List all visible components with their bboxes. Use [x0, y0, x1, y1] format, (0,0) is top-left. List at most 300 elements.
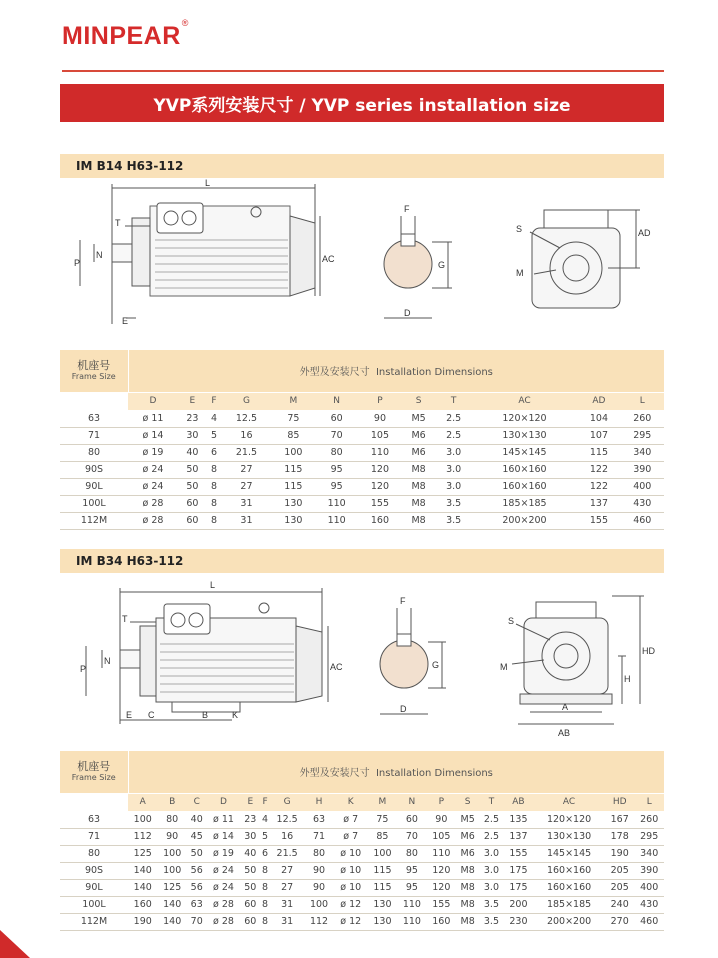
dimension-cell: 60: [397, 811, 426, 828]
dimension-cell: 130: [368, 913, 397, 930]
dimension-cell: 2.5: [436, 427, 472, 444]
table-body-b14: [60, 410, 664, 529]
dimension-cell: 45: [187, 828, 207, 845]
dimension-cell: 63: [304, 811, 333, 828]
dim-label-ad: AD: [638, 228, 651, 238]
dimension-cell: 16: [221, 427, 272, 444]
col-header: L: [634, 793, 664, 811]
dimension-cell: 80: [157, 811, 186, 828]
dimension-cell: M6: [456, 828, 479, 845]
motor-front-view: [530, 210, 640, 308]
dimension-cell: 71: [304, 828, 333, 845]
dimension-cell: ø 12: [334, 896, 368, 913]
dimension-cell: 6: [207, 444, 221, 461]
dimension-cell: 112: [304, 913, 333, 930]
dimension-cell: 160×160: [533, 862, 605, 879]
dimension-cell: ø 24: [207, 879, 241, 896]
col-header: B: [157, 793, 186, 811]
dimension-cell: 120×120: [472, 410, 578, 427]
dim-label-d: D: [400, 704, 407, 714]
dimension-cell: ø 19: [207, 845, 241, 862]
dimension-cell: 155: [358, 495, 401, 512]
table-row: [60, 461, 664, 478]
dimension-cell: 122: [577, 461, 620, 478]
header-rule: [62, 70, 664, 72]
col-header: S: [402, 392, 436, 410]
dimension-cell: 178: [605, 828, 634, 845]
section-heading-b14: IM B14 H63-112: [60, 154, 664, 178]
dim-label-e: E: [122, 316, 129, 326]
dimension-cell: 104: [577, 410, 620, 427]
dimension-cell: 110: [397, 913, 426, 930]
dimension-cell: 8: [207, 512, 221, 529]
dimension-cell: 155: [577, 512, 620, 529]
dimension-cell: 160: [427, 913, 456, 930]
col-header: M: [368, 793, 397, 811]
dimension-cell: 95: [397, 862, 426, 879]
dim-label-a: A: [562, 702, 569, 712]
col-header: F: [260, 793, 270, 811]
table-row: [60, 478, 664, 495]
dimension-cell: 110: [315, 495, 358, 512]
dimension-cell: 205: [605, 862, 634, 879]
dimension-cell: 27: [221, 478, 272, 495]
table-row: [60, 879, 664, 896]
dim-label-f: F: [404, 204, 410, 214]
dimension-cell: 23: [178, 410, 207, 427]
dimension-cell: 460: [634, 913, 664, 930]
dimension-cell: ø 24: [128, 478, 178, 495]
frame-size-cell: 71: [60, 427, 128, 444]
dimension-cell: 95: [315, 478, 358, 495]
dimension-cell: 80: [315, 444, 358, 461]
table-row: [60, 811, 664, 828]
dimension-cell: ø 11: [128, 410, 178, 427]
dimension-cell: 120: [427, 879, 456, 896]
dimension-cell: 137: [577, 495, 620, 512]
dimension-cell: 125: [157, 879, 186, 896]
dimension-cell: 160: [358, 512, 401, 529]
dimension-cell: 130: [368, 896, 397, 913]
dimension-cell: 90: [304, 862, 333, 879]
dim-label-c: C: [148, 710, 155, 720]
col-header: H: [304, 793, 333, 811]
dimension-cell: 27: [270, 862, 304, 879]
dimension-cell: 3.0: [479, 862, 504, 879]
dimension-cell: 270: [605, 913, 634, 930]
dimension-cell: 40: [241, 845, 261, 862]
dimension-cell: 80: [304, 845, 333, 862]
page-title: YVP系列安装尺寸 / YVP series installation size: [60, 84, 664, 122]
frame-size-cell: 100L: [60, 896, 128, 913]
dimension-cell: 200×200: [472, 512, 578, 529]
installation-dimensions-header: 外型及安装尺寸 Installation Dimensions: [128, 350, 664, 392]
dimension-cell: 145×145: [533, 845, 605, 862]
dimension-cell: ø 14: [128, 427, 178, 444]
dimension-cell: ø 28: [128, 495, 178, 512]
dimension-cell: 240: [605, 896, 634, 913]
dimension-cell: 3.5: [479, 896, 504, 913]
frame-size-cell: 71: [60, 828, 128, 845]
dimension-cell: 50: [241, 879, 261, 896]
dimension-cell: 140: [157, 913, 186, 930]
dimension-cell: 130×130: [472, 427, 578, 444]
dim-label-b: B: [202, 710, 209, 720]
dimension-cell: 115: [368, 862, 397, 879]
dimension-cell: 260: [634, 811, 664, 828]
dim-label-ac: AC: [330, 662, 343, 672]
dimension-cell: 4: [260, 811, 270, 828]
dimension-cell: 8: [207, 478, 221, 495]
col-header: N: [315, 392, 358, 410]
col-header: T: [436, 392, 472, 410]
dimension-cell: 40: [178, 444, 207, 461]
section-heading-b34: IM B34 H63-112: [60, 549, 664, 573]
table-row: [60, 410, 664, 427]
dimension-cell: 105: [358, 427, 401, 444]
col-header: AC: [472, 392, 578, 410]
dimension-cell: 115: [272, 478, 315, 495]
col-header: P: [358, 392, 401, 410]
dimension-cell: 115: [577, 444, 620, 461]
col-header: P: [427, 793, 456, 811]
dimension-cell: 56: [187, 879, 207, 896]
dimension-cell: 23: [241, 811, 261, 828]
column-header-row: [60, 392, 664, 410]
dim-label-g: G: [438, 260, 446, 270]
frame-size-cell: 90L: [60, 478, 128, 495]
dimension-cell: 112: [128, 828, 157, 845]
dimension-cell: 60: [315, 410, 358, 427]
dim-label-l: L: [205, 178, 211, 188]
dimension-cell: 120: [427, 862, 456, 879]
frame-size-cell: 90S: [60, 461, 128, 478]
installation-dimensions-header: 外型及安装尺寸 Installation Dimensions: [128, 751, 664, 793]
table-row: [60, 495, 664, 512]
dimension-cell: ø 10: [334, 845, 368, 862]
dimension-cell: M6: [402, 444, 436, 461]
dimension-cell: 21.5: [270, 845, 304, 862]
dimension-cell: 122: [577, 478, 620, 495]
dimension-cell: 110: [315, 512, 358, 529]
dimension-cell: 8: [207, 461, 221, 478]
dimension-cell: M8: [402, 461, 436, 478]
dimension-cell: 100: [128, 811, 157, 828]
dimension-cell: 190: [128, 913, 157, 930]
dimension-cell: 3.5: [479, 913, 504, 930]
frame-size-cell: 63: [60, 811, 128, 828]
dimension-cell: 160: [128, 896, 157, 913]
dimension-cell: 100: [157, 862, 186, 879]
dimension-cell: 100: [368, 845, 397, 862]
dimension-cell: ø 7: [334, 828, 368, 845]
dimension-cell: 295: [621, 427, 664, 444]
frame-size-header: 机座号 Frame Size: [60, 350, 128, 392]
dim-label-ab: AB: [558, 728, 571, 738]
dimension-cell: 31: [221, 512, 272, 529]
dimension-cell: 12.5: [270, 811, 304, 828]
dimension-cell: M5: [402, 410, 436, 427]
col-header: A: [128, 793, 157, 811]
table-row: [60, 444, 664, 461]
dimension-cell: 190: [605, 845, 634, 862]
col-header: L: [621, 392, 664, 410]
dimension-cell: 40: [187, 811, 207, 828]
frame-size-cell: 63: [60, 410, 128, 427]
dimension-cell: M8: [402, 512, 436, 529]
col-header: E: [178, 392, 207, 410]
dimension-cell: 135: [504, 811, 533, 828]
brand-logo: MINPEAR®: [62, 17, 189, 50]
motor-side-view: [86, 588, 328, 724]
dimension-cell: 137: [504, 828, 533, 845]
drawing-b34: [60, 574, 664, 744]
dimension-cell: 8: [260, 913, 270, 930]
col-header: M: [272, 392, 315, 410]
dimension-cell: 95: [315, 461, 358, 478]
dimension-cell: ø 14: [207, 828, 241, 845]
dimension-cell: 90: [157, 828, 186, 845]
col-header: G: [270, 793, 304, 811]
dimension-cell: 3.0: [436, 444, 472, 461]
dimension-cell: 3.0: [436, 461, 472, 478]
dimension-cell: 390: [634, 862, 664, 879]
dimension-cell: 31: [221, 495, 272, 512]
col-header: T: [479, 793, 504, 811]
dimension-cell: 340: [634, 845, 664, 862]
dim-label-s: S: [508, 616, 515, 626]
table-row: [60, 512, 664, 529]
dimension-cell: 50: [178, 461, 207, 478]
dim-label-h: H: [624, 674, 631, 684]
table-row: [60, 845, 664, 862]
frame-size-cell: 112M: [60, 512, 128, 529]
dimension-cell: 80: [397, 845, 426, 862]
dimension-cell: 175: [504, 862, 533, 879]
dimension-cell: 105: [427, 828, 456, 845]
dimension-cell: 400: [634, 879, 664, 896]
frame-size-cell: 80: [60, 444, 128, 461]
motor-side-view: [80, 184, 320, 324]
dimension-cell: 95: [397, 879, 426, 896]
dimension-cell: 70: [315, 427, 358, 444]
col-header: HD: [605, 793, 634, 811]
dimension-cell: 27: [270, 879, 304, 896]
col-header: G: [221, 392, 272, 410]
dimension-cell: ø 10: [334, 879, 368, 896]
dimension-cell: 430: [634, 896, 664, 913]
dimension-cell: 70: [187, 913, 207, 930]
dimension-cell: 155: [504, 845, 533, 862]
dimension-cell: 160×160: [472, 478, 578, 495]
table-row: [60, 896, 664, 913]
dimension-cell: 75: [368, 811, 397, 828]
dimension-cell: 3.0: [479, 845, 504, 862]
dimension-cell: 115: [272, 461, 315, 478]
dimension-cell: 16: [270, 828, 304, 845]
dimension-cell: 130×130: [533, 828, 605, 845]
dimension-cell: 230: [504, 913, 533, 930]
dimension-cell: ø 28: [207, 913, 241, 930]
dimension-cell: ø 19: [128, 444, 178, 461]
dim-label-ac: AC: [322, 254, 335, 264]
col-header: C: [187, 793, 207, 811]
dimension-cell: 56: [187, 862, 207, 879]
dimension-cell: 8: [260, 879, 270, 896]
dimension-cell: 390: [621, 461, 664, 478]
dimension-cell: M8: [456, 879, 479, 896]
dimension-cell: ø 10: [334, 862, 368, 879]
dimension-cell: 6: [260, 845, 270, 862]
dimension-cell: 110: [397, 896, 426, 913]
dim-label-m: M: [500, 662, 508, 672]
table-row: [60, 427, 664, 444]
dim-label-n: N: [104, 656, 111, 666]
dimension-cell: 160×160: [472, 461, 578, 478]
dim-label-d: D: [404, 308, 411, 318]
dim-label-m: M: [516, 268, 524, 278]
dim-label-p: P: [80, 664, 87, 674]
dimension-cell: 175: [504, 879, 533, 896]
dimension-cell: 50: [187, 845, 207, 862]
dim-label-t: T: [115, 218, 121, 228]
dimension-cell: ø 24: [128, 461, 178, 478]
dimension-cell: 130: [272, 495, 315, 512]
dimension-cell: 21.5: [221, 444, 272, 461]
dimension-cell: 5: [207, 427, 221, 444]
dim-label-k: K: [232, 710, 239, 720]
dimension-cell: 60: [178, 495, 207, 512]
dimension-cell: 125: [128, 845, 157, 862]
dimension-cell: 167: [605, 811, 634, 828]
dimension-cell: 3.5: [436, 495, 472, 512]
dimension-cell: 100: [157, 845, 186, 862]
dimension-cell: 90: [358, 410, 401, 427]
dimension-cell: 100: [272, 444, 315, 461]
dimension-cell: 130: [272, 512, 315, 529]
col-header: N: [397, 793, 426, 811]
dimension-cell: 200: [504, 896, 533, 913]
dimension-cell: 5: [260, 828, 270, 845]
dimension-cell: 110: [358, 444, 401, 461]
dimension-cell: 120: [358, 461, 401, 478]
dimension-cell: 90: [304, 879, 333, 896]
dimension-cell: 8: [260, 896, 270, 913]
motor-front-view: [512, 596, 644, 724]
table-body-b34: [60, 811, 664, 930]
dimension-cell: 75: [272, 410, 315, 427]
dimension-cell: 60: [241, 913, 261, 930]
dimension-cell: 340: [621, 444, 664, 461]
dimension-cell: ø 28: [128, 512, 178, 529]
dimension-cell: 160×160: [533, 879, 605, 896]
dimension-cell: 260: [621, 410, 664, 427]
dimension-cell: 140: [128, 862, 157, 879]
col-header: D: [128, 392, 178, 410]
dimension-cell: 2.5: [479, 828, 504, 845]
dimension-cell: 12.5: [221, 410, 272, 427]
dimension-cell: 63: [187, 896, 207, 913]
dimension-cell: 2.5: [479, 811, 504, 828]
table-row: [60, 913, 664, 930]
dimension-cell: M6: [456, 845, 479, 862]
dimension-cell: M8: [456, 913, 479, 930]
dimension-cell: 430: [621, 495, 664, 512]
col-header: AD: [577, 392, 620, 410]
dimension-cell: 107: [577, 427, 620, 444]
col-header: K: [334, 793, 368, 811]
dimensions-table-b34: [60, 751, 664, 931]
col-header: D: [207, 793, 241, 811]
frame-size-cell: 112M: [60, 913, 128, 930]
col-header: AB: [504, 793, 533, 811]
dimension-cell: 145×145: [472, 444, 578, 461]
dimension-cell: 4: [207, 410, 221, 427]
dimension-cell: 30: [241, 828, 261, 845]
dimension-cell: 120×120: [533, 811, 605, 828]
dimensions-table-b14: [60, 350, 664, 530]
dimension-cell: M8: [402, 478, 436, 495]
dim-label-p: P: [74, 258, 81, 268]
dimension-cell: 50: [241, 862, 261, 879]
dimension-cell: 3.5: [436, 512, 472, 529]
dimension-cell: ø 12: [334, 913, 368, 930]
dimension-cell: 200×200: [533, 913, 605, 930]
dimension-cell: 50: [178, 478, 207, 495]
dimension-cell: 27: [221, 461, 272, 478]
dimension-cell: 30: [178, 427, 207, 444]
dimension-cell: ø 28: [207, 896, 241, 913]
dim-label-t: T: [122, 614, 128, 624]
dimension-cell: ø 7: [334, 811, 368, 828]
dimension-cell: 185×185: [472, 495, 578, 512]
dimension-cell: M5: [456, 811, 479, 828]
frame-size-cell: 80: [60, 845, 128, 862]
dimension-cell: ø 11: [207, 811, 241, 828]
dim-label-e: E: [126, 710, 133, 720]
dimension-cell: M8: [456, 896, 479, 913]
dimension-cell: 140: [128, 879, 157, 896]
column-header-row: [60, 793, 664, 811]
dimension-cell: 70: [397, 828, 426, 845]
dimension-cell: 185×185: [533, 896, 605, 913]
frame-size-cell: 90S: [60, 862, 128, 879]
dim-label-l: L: [210, 580, 216, 590]
dimension-cell: 60: [241, 896, 261, 913]
dimension-cell: 400: [621, 478, 664, 495]
dimension-cell: 60: [178, 512, 207, 529]
dimension-cell: 205: [605, 879, 634, 896]
dimension-cell: 3.0: [436, 478, 472, 495]
dimension-cell: 31: [270, 896, 304, 913]
dimension-cell: 100: [304, 896, 333, 913]
dimension-cell: 8: [260, 862, 270, 879]
dimension-cell: 110: [427, 845, 456, 862]
corner-decoration: [0, 920, 40, 958]
dim-label-g: G: [432, 660, 440, 670]
dimension-cell: M8: [402, 495, 436, 512]
dim-label-s: S: [516, 224, 523, 234]
drawing-b14: [60, 178, 664, 336]
dimension-cell: 8: [207, 495, 221, 512]
dimension-cell: 140: [157, 896, 186, 913]
col-header: E: [241, 793, 261, 811]
dim-label-f: F: [400, 596, 406, 606]
dimension-cell: 155: [427, 896, 456, 913]
table-row: [60, 828, 664, 845]
dimension-cell: 85: [272, 427, 315, 444]
dimension-cell: 31: [270, 913, 304, 930]
